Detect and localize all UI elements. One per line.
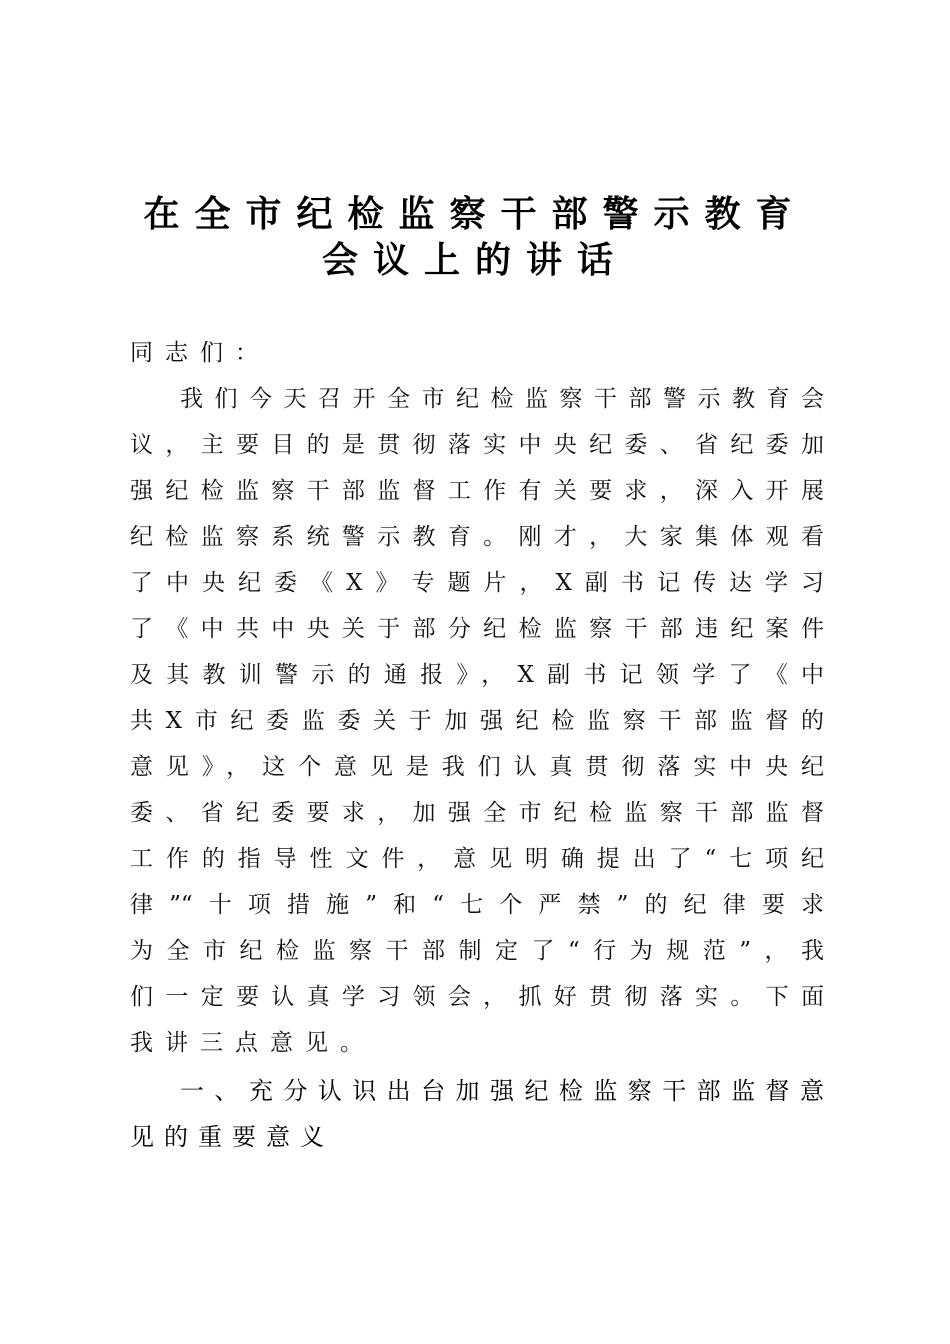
- section-heading-line-1: 一、充分认识出台加强纪检监察干部监督意: [180, 1077, 824, 1105]
- document-title-line-1: 在全市纪检监察干部警示教育: [143, 194, 807, 235]
- section-heading-1: [130, 1068, 824, 1160]
- paragraph-line: 意见》，这个意见是我们认真贯彻落实中央纪: [130, 754, 824, 780]
- paragraph-line: 共X市纪委监委关于加强纪检监察干部监督的: [130, 708, 824, 734]
- paragraph-line: 纪检监察系统警示教育。刚才，大家集体观看: [130, 524, 824, 550]
- paragraph-line: 了中央纪委《X》专题片，X副书记传达学习: [130, 570, 824, 596]
- paragraph-line: 委、省纪委要求，加强全市纪检监察干部监督: [130, 800, 824, 826]
- salutation: 同志们：: [130, 340, 270, 366]
- paragraph-line: 我们今天召开全市纪检监察干部警示教育会: [180, 386, 824, 412]
- section-heading-line-2: 见的重要意义: [130, 1123, 334, 1151]
- paragraph-line: 工作的指导性文件，意见明确提出了“七项纪: [130, 846, 824, 872]
- paragraph-last-line: 我讲三点意见。: [130, 1030, 375, 1056]
- paragraph-line: 律”“十项措施”和“七个严禁”的纪律要求: [130, 892, 824, 918]
- paragraph-line: 议，主要目的是贯彻落实中央纪委、省纪委加: [130, 432, 824, 458]
- paragraph-line: 强纪检监察干部监督工作有关要求，深入开展: [130, 478, 824, 504]
- document-title-line-2: 会议上的讲话: [321, 240, 628, 281]
- paragraph-line: 及其教训警示的通报》，X副书记领学了《中: [130, 662, 824, 688]
- paragraph-line: 为全市纪检监察干部制定了“行为规范”，我: [130, 938, 824, 964]
- paragraph-line: 们一定要认真学习领会，抓好贯彻落实。下面: [130, 984, 824, 1010]
- paragraph-line: 了《中共中央关于部分纪检监察干部违纪案件: [130, 616, 824, 642]
- speech-body: [130, 330, 824, 1066]
